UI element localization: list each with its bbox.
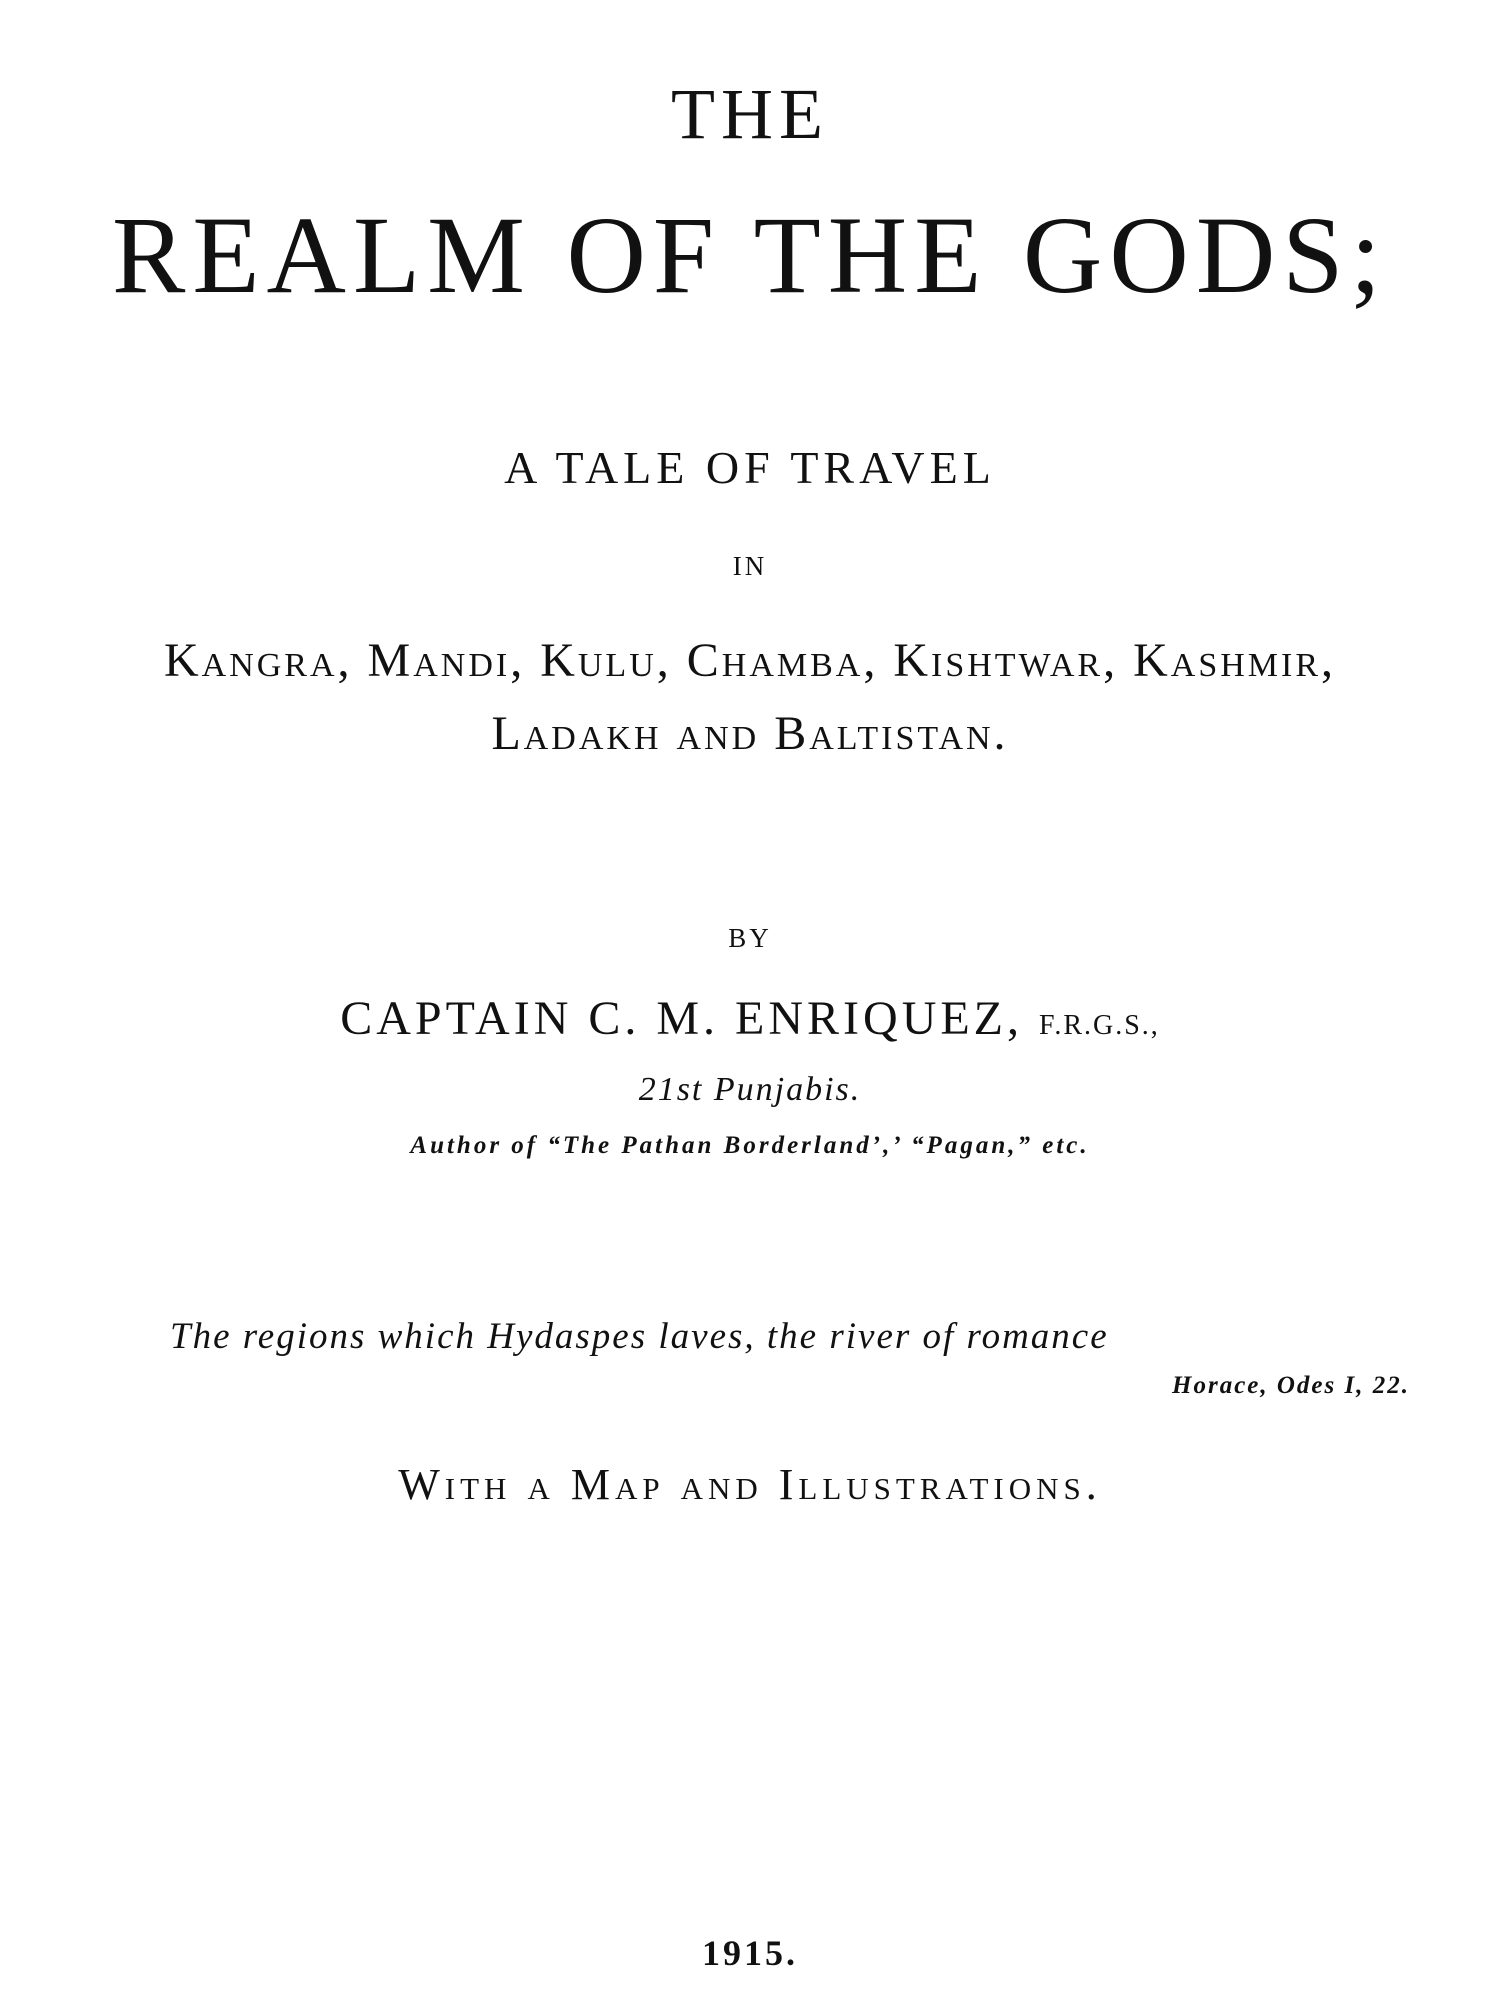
- book-title: REALM OF THE GODS;: [111, 194, 1388, 316]
- places-line-1: Kangra, Mandi, Kulu, Chamba, Kishtwar, Kashmir,: [163, 634, 1337, 687]
- author-regiment: 21st Punjabis.: [638, 1071, 862, 1108]
- author-honours: F.R.G.S.,: [1039, 1010, 1160, 1041]
- title-article: THE: [671, 74, 829, 154]
- author-other-works: Author of “The Pathan Borderland’,’ “Pagan,” etc.: [410, 1132, 1090, 1159]
- book-subtitle: A TALE OF TRAVEL: [504, 442, 996, 493]
- subtitle-connector: IN: [732, 551, 768, 581]
- publication-year: 1915.: [702, 1933, 798, 1973]
- author-name: CAPTAIN C. M. ENRIQUEZ,: [340, 992, 1023, 1045]
- epigraph: The regions which Hydaspes laves, the river of romance: [170, 1316, 1109, 1357]
- places-line-2: Ladakh and Baltistan.: [491, 707, 1009, 760]
- by-label: BY: [728, 923, 772, 953]
- illustrations-note: With a Map and Illustrations.: [398, 1460, 1102, 1509]
- epigraph-source: Horace, Odes I, 22.: [1172, 1372, 1410, 1399]
- author-line: [0, 992, 1500, 1045]
